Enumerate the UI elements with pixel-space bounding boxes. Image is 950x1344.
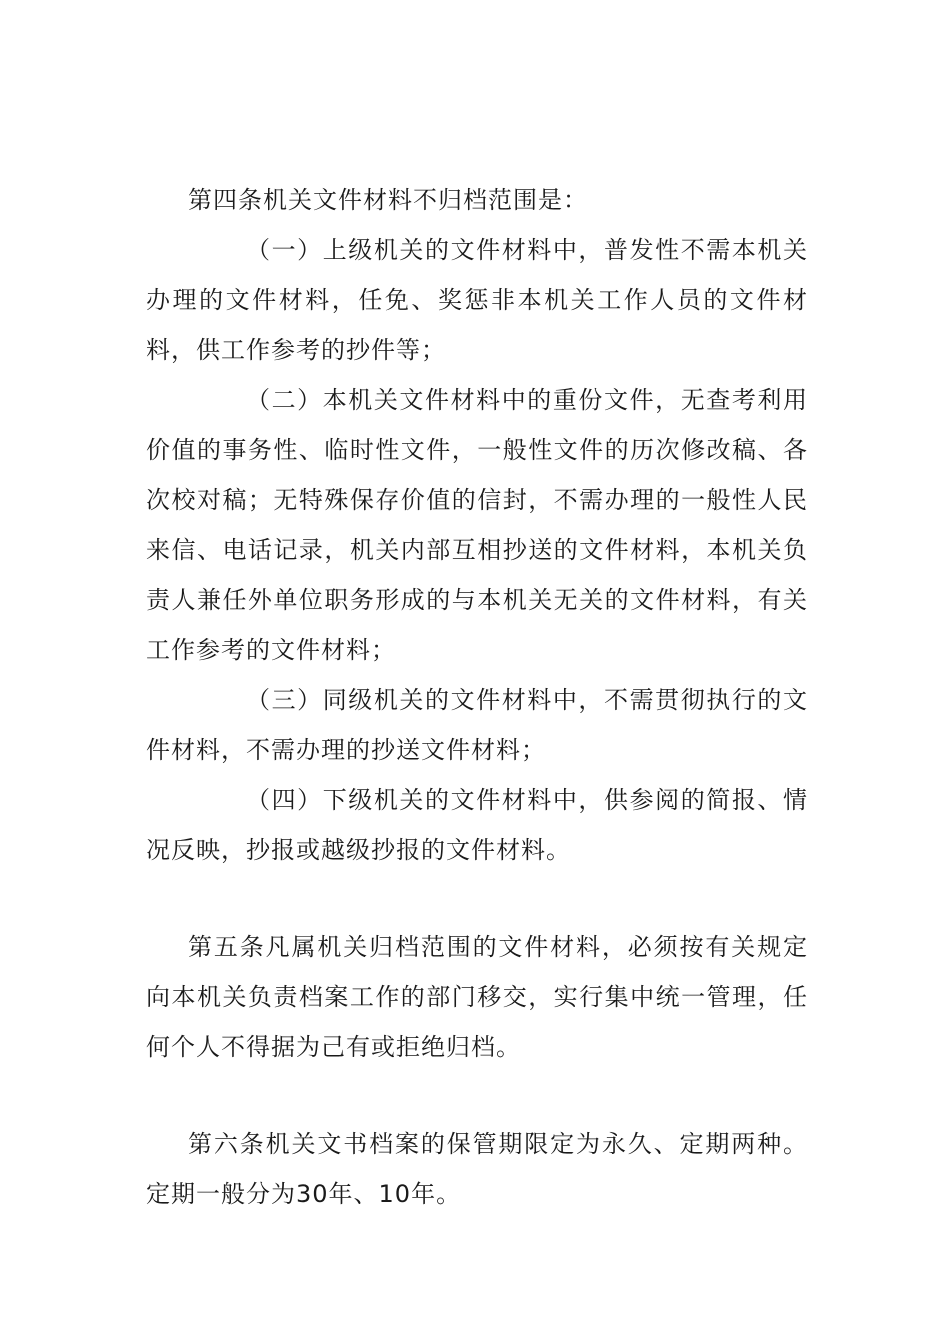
article-4-item-3: （三）同级机关的文件材料中，不需贯彻执行的文件材料，不需办理的抄送文件材料； — [146, 686, 808, 764]
article-5 — [146, 922, 808, 1072]
article-4-item-1: （一）上级机关的文件材料中，普发性不需本机关办理的文件材料，任免、奖惩非本机关工作人员的文件材料，供工作参考的抄件等； — [146, 236, 808, 364]
article-4-item-2: （二）本机关文件材料中的重份文件，无查考利用价值的事务性、临时性文件，一般性文件的历次修改稿、各次校对稿；无特殊保存价值的信封，不需办理的一般性人民来信、电话记录，机关内部互相抄送的文件材料，本机关负责人兼任外单位职务形成的与本机关无关的文件材料，有关工作参考的文件材料； — [146, 386, 808, 664]
article-6 — [146, 1119, 808, 1219]
article-5-text: 第五条凡属机关归档范围的文件材料，必须按有关规定向本机关负责档案工作的部门移交，实行集中统一管理，任何个人不得据为己有或拒绝归档。 — [146, 933, 808, 1061]
article-4 — [146, 175, 808, 875]
article-4-heading: 第四条机关文件材料不归档范围是： — [188, 186, 588, 214]
article-4-item-4: （四）下级机关的文件材料中，供参阅的简报、情况反映，抄报或越级抄报的文件材料。 — [146, 786, 808, 864]
article-6-text: 第六条机关文书档案的保管期限定为永久、定期两种。定期一般分为30年、10年。 — [146, 1130, 808, 1208]
